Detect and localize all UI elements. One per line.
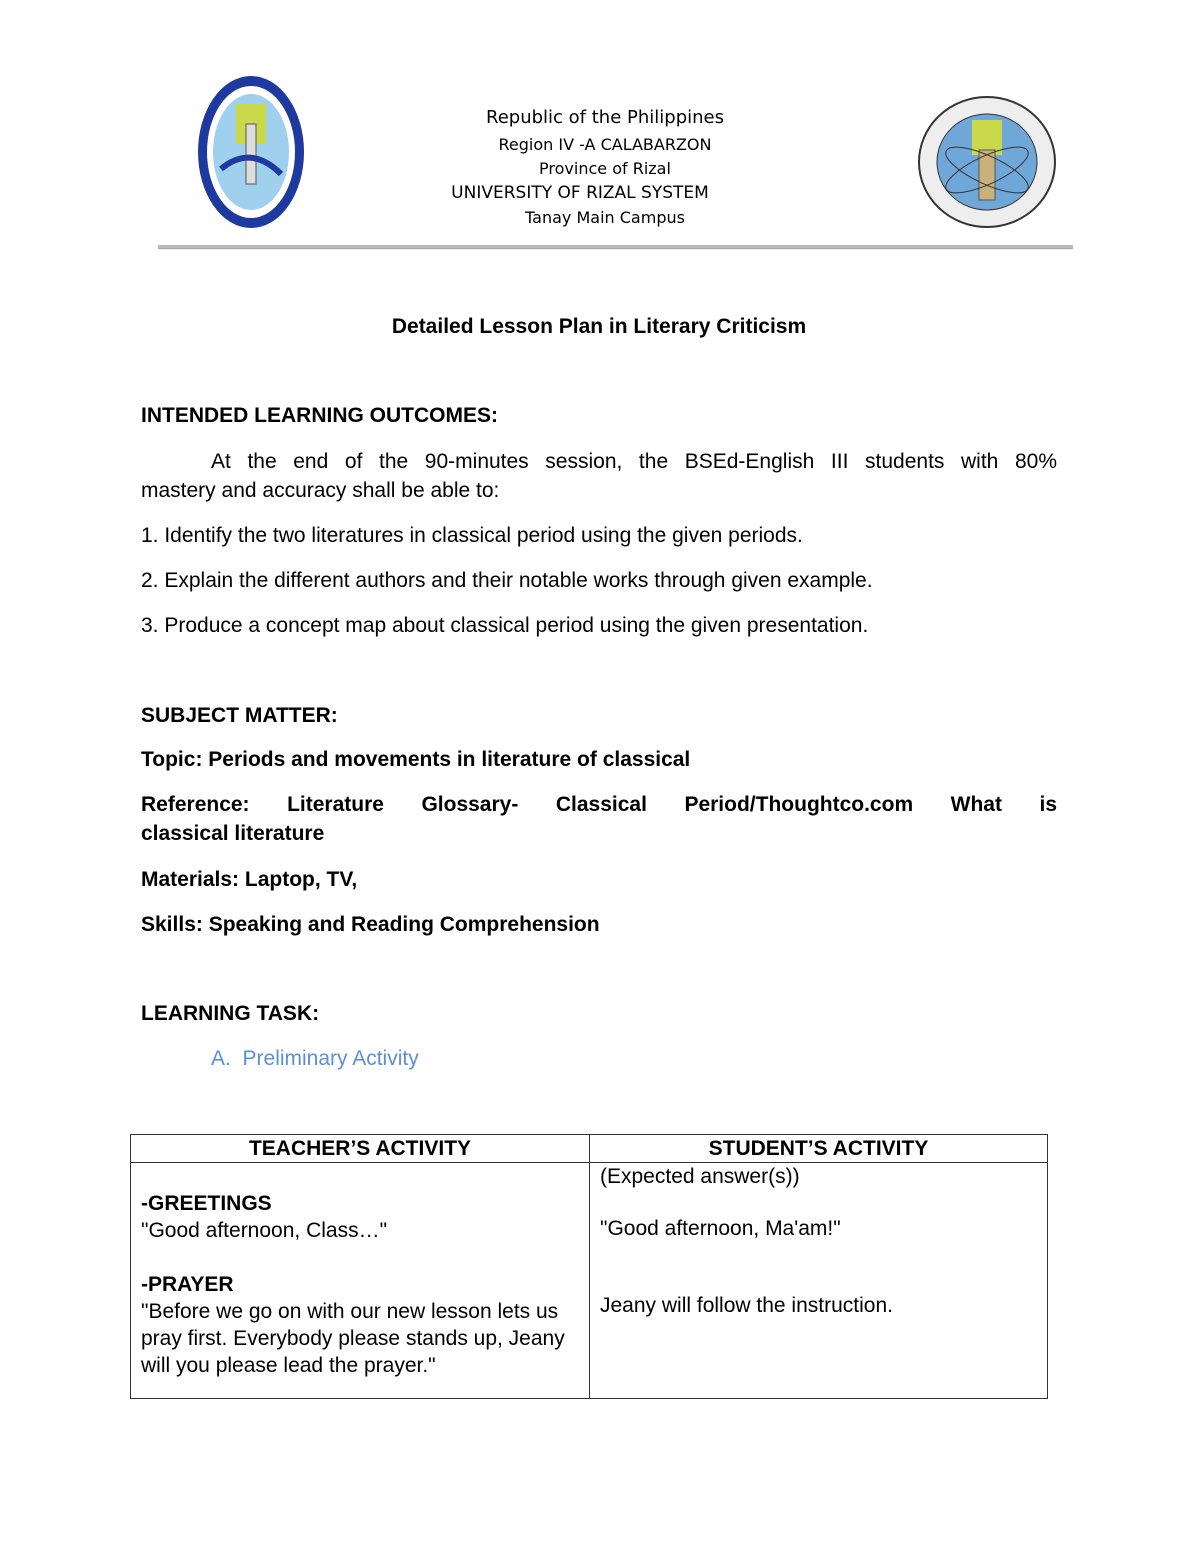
subject-topic: Topic: Periods and movements in literature of classical <box>141 748 691 771</box>
outcomes-heading: INTENDED LEARNING OUTCOMES: <box>141 404 498 427</box>
subject-materials: Materials: Laptop, TV, <box>141 868 358 891</box>
subject-skills: Skills: Speaking and Reading Comprehension <box>141 913 600 936</box>
outcome-item: 1. Identify the two literatures in classical period using the given periods. <box>141 524 803 547</box>
header-republic: Republic of the Philippines <box>486 107 724 128</box>
outcomes-intro-line2: mastery and accuracy shall be able to: <box>141 479 500 502</box>
outcome-item: 2. Explain the different authors and their notable works through given example. <box>141 569 873 592</box>
subject-heading: SUBJECT MATTER: <box>141 704 338 727</box>
task-sub-marker: A. <box>211 1047 231 1070</box>
task-heading: LEARNING TASK: <box>141 1002 320 1025</box>
task-subheading <box>211 1044 1127 1073</box>
prayer-heading: -PRAYER <box>141 1273 234 1296</box>
student-activity-cell <box>590 1163 1048 1399</box>
activity-table <box>130 1134 1048 1399</box>
table-row <box>131 1163 1048 1399</box>
prayer-text: "Before we go on with our new lesson lets us pray first. Everybody please stands up, Jeany will you please lead the prayer." <box>141 1300 565 1377</box>
teacher-activity-cell <box>131 1163 590 1399</box>
university-seal-logo <box>196 74 306 230</box>
task-sub-label: Preliminary Activity <box>242 1047 419 1070</box>
outcomes-intro-line1: At the end of the 90-minutes session, the BSEd-English III students with 80% <box>211 450 1057 473</box>
greetings-heading: -GREETINGS <box>141 1192 272 1215</box>
header-region: Region IV -A CALABARZON <box>498 135 712 154</box>
header-divider <box>158 245 1073 248</box>
header-teacher-activity: TEACHER’S ACTIVITY <box>131 1135 590 1163</box>
header-university: UNIVERSITY OF RIZAL SYSTEM <box>451 183 709 203</box>
outcome-item: 3. Produce a concept map about classical period using the given presentation. <box>141 614 869 637</box>
table-header-row <box>131 1135 1048 1163</box>
expected-answers-label: (Expected answer(s)) <box>600 1165 800 1188</box>
header-province: Province of Rizal <box>539 159 671 178</box>
header-student-activity: STUDENT’S ACTIVITY <box>590 1135 1048 1163</box>
college-seal-logo <box>917 95 1057 230</box>
greeting-reply: "Good afternoon, Ma'am!" <box>600 1217 841 1240</box>
greetings-text: "Good afternoon, Class…" <box>141 1219 388 1242</box>
page-title: Detailed Lesson Plan in Literary Criticism <box>391 315 807 338</box>
header-campus: Tanay Main Campus <box>525 208 685 227</box>
prayer-reply: Jeany will follow the instruction. <box>600 1294 893 1317</box>
subject-reference-line2: classical literature <box>141 822 325 845</box>
subject-reference-line1: Reference: Literature Glossary- Classical Period/Thoughtco.com What is <box>141 793 1057 816</box>
